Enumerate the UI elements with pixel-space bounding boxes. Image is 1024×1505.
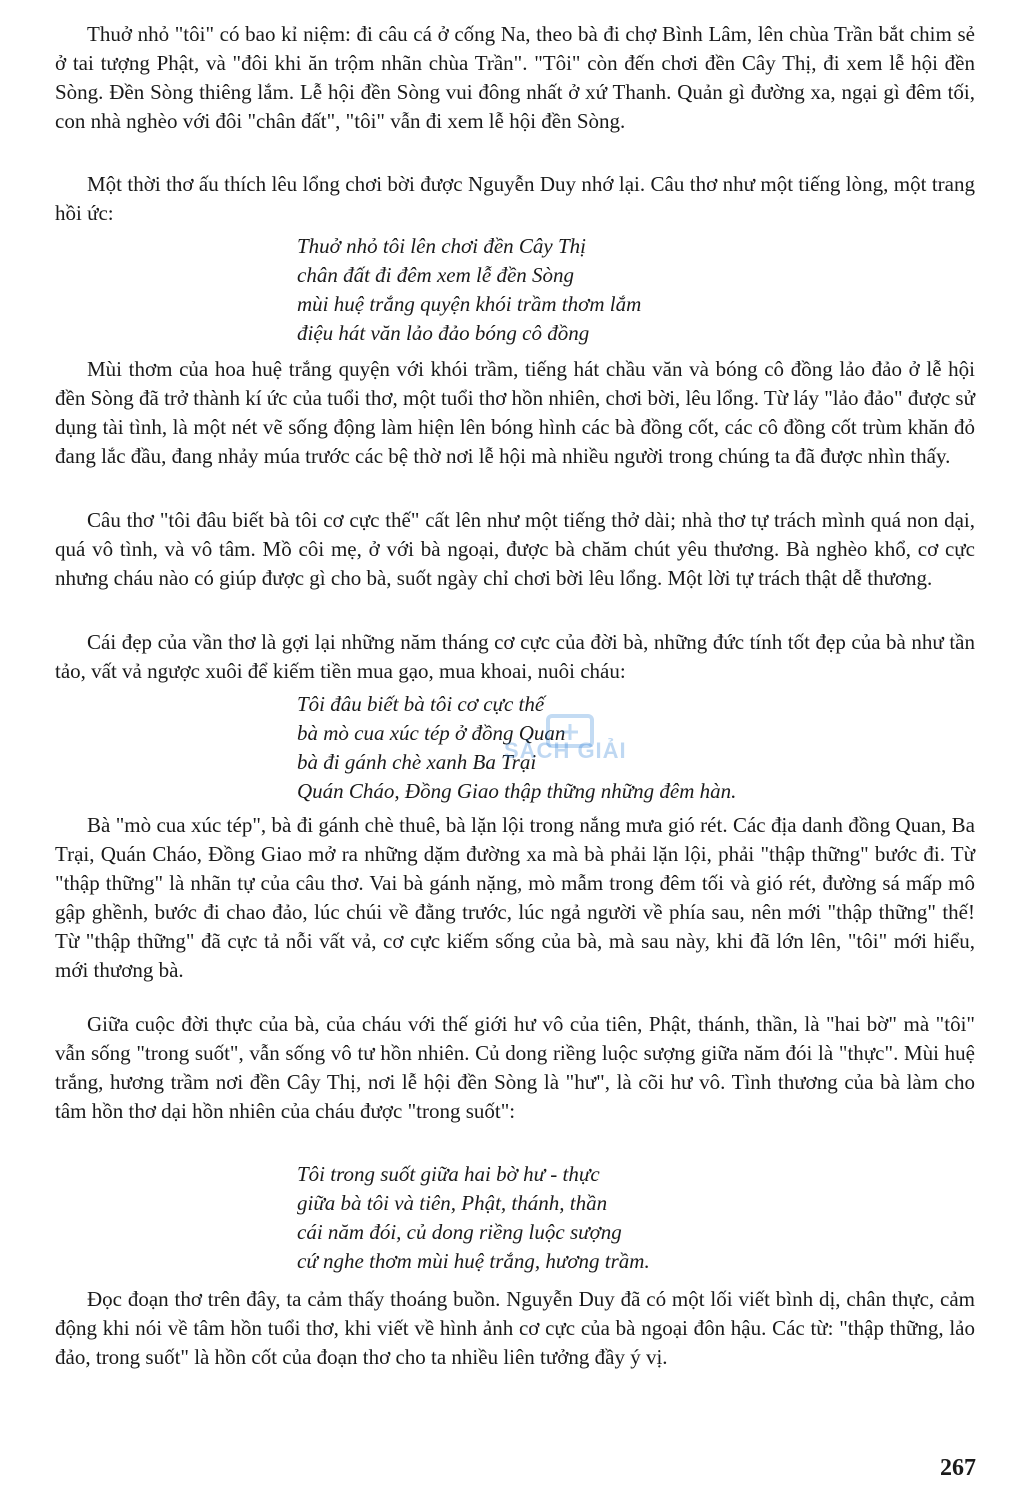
paragraph-5: Cái đẹp của vần thơ là gợi lại những năm tháng cơ cực của đời bà, những đức tính tốt đẹp của bà như tần tảo, vất vả ngược xuôi để kiếm tiền mua gạo, mua khoai, nuôi cháu: (55, 630, 975, 683)
paragraph-8: Đọc đoạn thơ trên đây, ta cảm thấy thoáng buồn. Nguyễn Duy đã có một lối viết bình dị, chân thực, cảm động khi nói về tâm hồn tuổi thơ, khi viết về hình ảnh cơ cực của bà ngoại đôn hậu. Các từ: "thập thững, lảo đảo, trong suốt" là hồn cốt của đoạn thơ cho ta nhiều liên tưởng đầy ý vị. (55, 1287, 975, 1369)
verse-3 (297, 1160, 917, 1276)
verse-line: cái năm đói, củ dong riềng luộc sượng (297, 1220, 622, 1244)
verse-line: điệu hát văn lảo đảo bóng cô đồng (297, 321, 590, 345)
paragraph-2: Một thời thơ ấu thích lêu lổng chơi bời được Nguyễn Duy nhớ lại. Câu thơ như một tiếng lòng, một trang hồi ức: (55, 172, 975, 225)
paragraph-4: Câu thơ "tôi đâu biết bà tôi cơ cực thế" cất lên như một tiếng thở dài; nhà thơ tự trách mình quá non dại, quá vô tình, và vô tâm. Mồ côi mẹ, ở với bà ngoại, được bà chăm chút yêu thương. Bà nghèo khổ, cơ cực nhưng cháu nào có giúp được gì cho bà, suốt ngày chỉ chơi bời lêu lổng. Một lời tự trách thật dễ thương. (55, 508, 975, 590)
verse-line: chân đất đi đêm xem lễ đền Sòng (297, 263, 575, 287)
verse-line: bà mò cua xúc tép ở đồng Quan (297, 721, 566, 745)
watermark-text: SÁCH GIẢI (504, 738, 627, 763)
verse-line: Quán Cháo, Đồng Giao thập thững những đêm hàn. (297, 779, 737, 803)
page-number: 267 (940, 1455, 976, 1481)
verse-line: mùi huệ trắng quyện khói trầm thơm lắm (297, 292, 642, 316)
verse-line: Thuở nhỏ tôi lên chơi đền Cây Thị (297, 234, 586, 258)
paragraph-7: Giữa cuộc đời thực của bà, của cháu với thế giới hư vô của tiên, Phật, thánh, thần, là "hai bờ" mà "tôi" vẫn sống "trong suốt", vẫn sống vô tư hồn nhiên. Củ dong riềng luộc sượng giữa năm đói là "thực". Mùi huệ trắng, hương trầm nơi đền Cây Thị, nơi lễ hội đền Sòng là "hư", là cõi hư vô. Tình thương của bà làm cho tâm hồn thơ dại hồn nhiên của cháu được "trong suốt": (55, 1012, 975, 1123)
verse-line: Tôi đâu biết bà tôi cơ cực thế (297, 692, 545, 716)
verse-1 (297, 232, 917, 348)
verse-line: giữa bà tôi và tiên, Phật, thánh, thần (297, 1191, 608, 1215)
paragraph-1: Thuở nhỏ "tôi" có bao kỉ niệm: đi câu cá ở cống Na, theo bà đi chợ Bình Lâm, lên chùa Trần bắt chim sẻ ở tai tượng Phật, và "đôi khi ăn trộm nhãn chùa Trần". "Tôi" còn đến chơi đền Cây Thị, đi xem lễ hội đền Sòng. Đền Sòng thiêng lắm. Lễ hội đền Sòng vui đông nhất ở xứ Thanh. Quản gì đường xa, ngại gì đêm tối, con nhà nghèo với đôi "chân đất", "tôi" vẫn đi xem lễ hội đền Sòng. (55, 22, 975, 133)
verse-line: bà đi gánh chè xanh Ba Trại (297, 750, 537, 774)
verse-line: cứ nghe thơm mùi huệ trắng, hương trầm. (297, 1249, 650, 1273)
paragraph-3: Mùi thơm của hoa huệ trắng quyện với khói trầm, tiếng hát chầu văn và bóng cô đồng lảo đảo ở lễ hội đền Sòng đã trở thành kí ức của tuổi thơ, một tuổi thơ hồn nhiên, chơi bời, lêu lổng. Từ láy "lảo đảo" được sử dụng tài tình, là một nét vẽ sống động làm hiện lên bóng hình các bà đồng cốt, các cô đồng cốt trùm khăn đỏ đang lắc đầu, đang nhảy múa trước các bệ thờ nơi lễ hội mà nhiều người trong chúng ta đã được nhìn thấy. (55, 357, 975, 468)
verse-line: Tôi trong suốt giữa hai bờ hư - thực (297, 1162, 600, 1186)
paragraph-6: Bà "mò cua xúc tép", bà đi gánh chè thuê, bà lặn lội trong nắng mưa gió rét. Các địa danh đồng Quan, Ba Trại, Quán Cháo, Đồng Giao mở ra những dặm đường xa mà bà phải lặn lội, phải "thập thững" bước đi. Từ "thập thững" là nhãn tự của câu thơ. Vai bà gánh nặng, mò mẫm trong đêm tối và gió rét, đường sá mấp mô gập ghềnh, bước đi chao đảo, lúc chúi về đằng trước, lúc ngả người về phía sau, nên mới "thập thững" thế! Từ "thập thững" đã cực tả nỗi vất vả, cơ cực kiếm sống của bà, mà sau này, khi đã lớn lên, "tôi" mới hiểu, mới thương bà. (55, 813, 975, 982)
